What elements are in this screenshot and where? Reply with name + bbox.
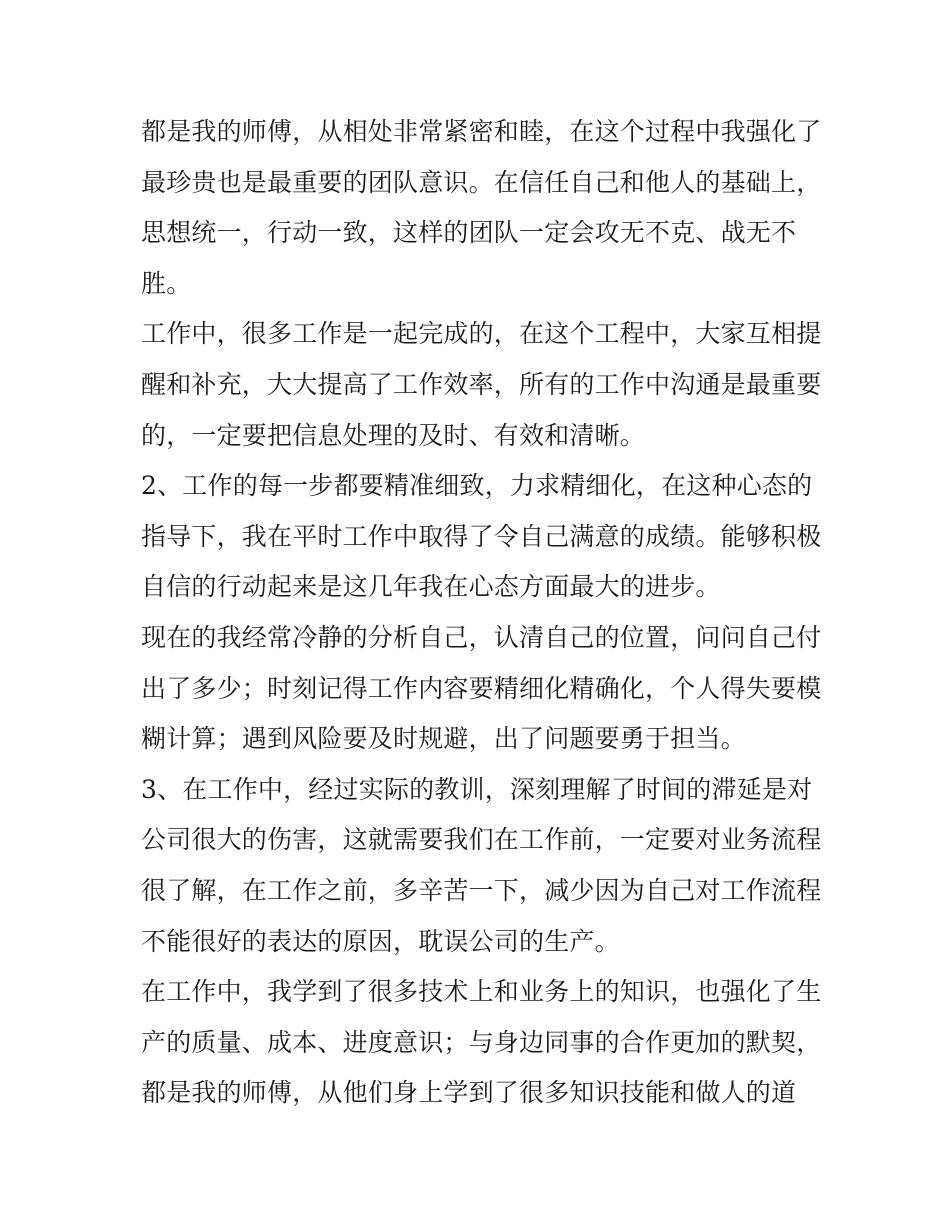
text-line: 自信的行动起来是这几年我在心态方面最大的进步。: [141, 572, 721, 602]
text-line: 胜。: [141, 268, 192, 298]
document-body: [141, 107, 821, 1119]
text-line: 的，一定要把信息处理的及时、有效和清晰。: [141, 420, 646, 450]
text-line: 3、在工作中，经过实际的教训，深刻理解了时间的滞延是对: [141, 774, 813, 804]
text-line: 都是我的师傅，从相处非常紧密和睦，在这个过程中我强化了: [141, 117, 822, 146]
text-line: 产的质量、成本、进度意识；与身边同事的合作更加的默契，: [141, 1027, 822, 1057]
text-line: 现在的我经常冷静的分析自己，认清自己的位置，问问自己付: [141, 622, 822, 652]
text-line: 在工作中，我学到了很多技术上和业务上的知识，也强化了生: [141, 977, 822, 1007]
text-line: 指导下，我在平时工作中取得了令自己满意的成绩。能够积极: [141, 521, 822, 551]
text-line: 糊计算；遇到风险要及时规避，出了问题要勇于担当。: [141, 724, 746, 754]
text-line: 很了解，在工作之前，多辛苦一下，减少因为自己对工作流程: [141, 875, 822, 905]
text-line: 都是我的师傅，从他们身上学到了很多知识技能和做人的道: [141, 1078, 797, 1108]
text-line: 公司很大的伤害，这就需要我们在工作前，一定要对业务流程: [141, 825, 822, 855]
text-line: 2、工作的每一步都要精准细致，力求精细化，在这种心态的: [141, 471, 813, 501]
text-line: 思想统一，行动一致，这样的团队一定会攻无不克、战无不: [141, 218, 797, 248]
text-line: 不能很好的表达的原因，耽误公司的生产。: [141, 926, 620, 956]
text-line: 出了多少；时刻记得工作内容要精细化精确化，个人得失要模: [141, 673, 822, 703]
text-line: 最珍贵也是最重要的团队意识。在信任自己和他人的基础上，: [141, 167, 822, 197]
text-line: 工作中，很多工作是一起完成的，在这个工程中，大家互相提: [141, 319, 822, 349]
text-line: 醒和补充，大大提高了工作效率，所有的工作中沟通是最重要: [141, 369, 822, 399]
